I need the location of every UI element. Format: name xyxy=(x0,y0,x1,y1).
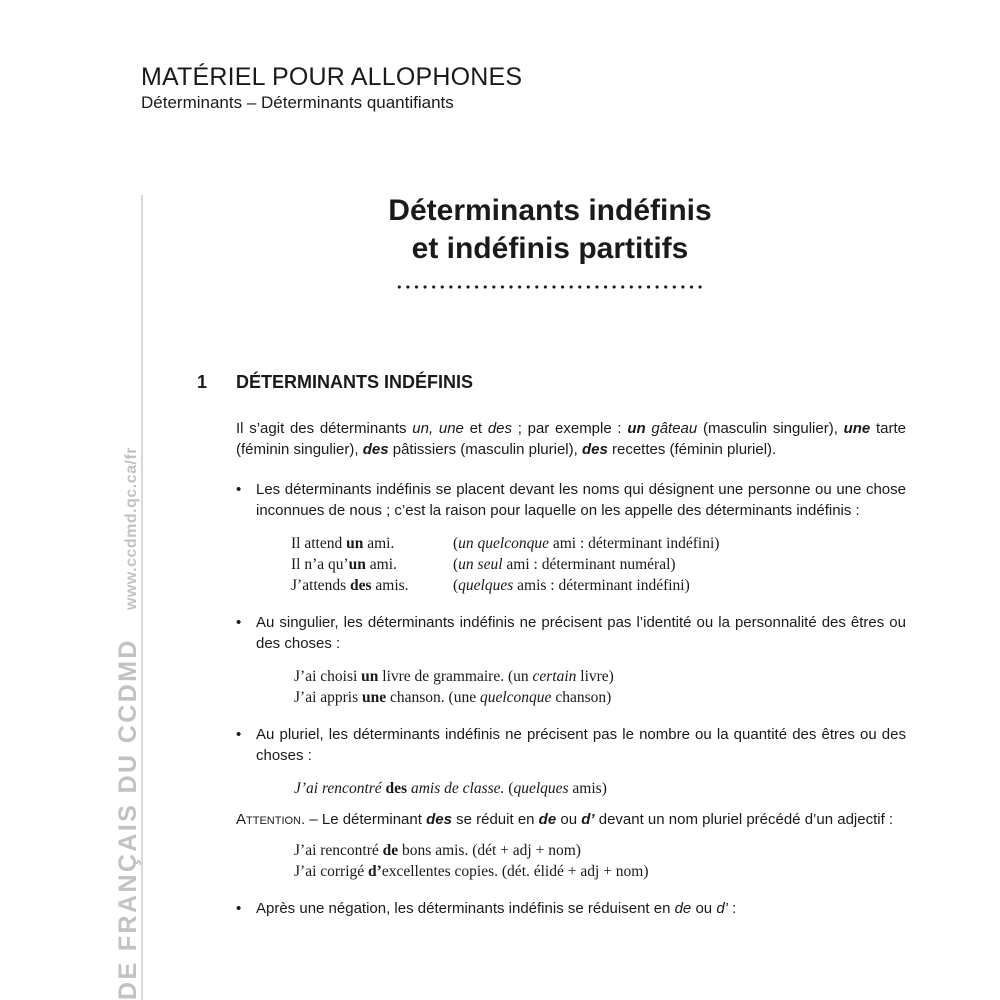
bullet-text: Les déterminants indéfinis se placent devant les noms qui désignent une personne ou une chose inconnues de nous ; c’est la raison pour laquelle on les appelle des déterminants indéfinis : xyxy=(256,481,906,519)
sidebar-url: www.ccdmd.qc.ca/fr xyxy=(123,446,140,611)
bullet-icon: • xyxy=(236,900,242,917)
attention-note: Attention. – Le déterminant des se réduit en de ou d’ devant un nom pluriel précédé d’un adjectif : xyxy=(236,811,894,828)
document-title-line1: Déterminants indéfinis xyxy=(388,194,712,227)
example-line: J’ai rencontré de bons amis. (dét + adj + nom) xyxy=(294,842,581,859)
header-title: MATÉRIEL POUR ALLOPHONES xyxy=(141,63,523,91)
bullet-icon: • xyxy=(236,481,242,498)
section-title: DÉTERMINANTS INDÉFINIS xyxy=(236,372,474,392)
example-block xyxy=(236,778,906,799)
attention-label: Attention. xyxy=(236,811,306,828)
example-line: J’ai corrigé d’excellentes copies. (dét. élidé + adj + nom) xyxy=(294,863,649,880)
section-content xyxy=(236,418,906,919)
document-title-line2: et indéfinis partitifs xyxy=(411,232,689,265)
bullet-item xyxy=(236,724,906,766)
title-dotted-rule xyxy=(395,285,705,289)
bullet-text: Au pluriel, les déterminants indéfinis ne précisent pas le nombre ou la quantité des êtres ou des choses : xyxy=(256,726,906,764)
page-header xyxy=(141,62,522,114)
bullet-text: Au singulier, les déterminants indéfinis ne précisent pas l’identité ou la personnalité des êtres ou des choses : xyxy=(256,614,906,652)
bullet-item: • Après une négation, les déterminants indéfinis se réduisent en de ou d’ : xyxy=(236,900,737,917)
bullet-item xyxy=(236,479,906,521)
example-line: J’ai choisi un livre de grammaire. (un certain livre) xyxy=(294,668,614,685)
intro-paragraph: Il s’agit des déterminants un, une et des ; par exemple : un gâteau (masculin singulier), une tarte (féminin singulier), des pâtissiers (masculin pluriel), des recettes (féminin pluriel). xyxy=(236,420,906,458)
example-row: J’attends des amis. (quelques amis : déterminant indéfini) xyxy=(291,577,690,594)
example-line: J’ai appris une chanson. (une quelconque chanson) xyxy=(294,689,612,706)
document-title xyxy=(300,192,800,268)
example-row: Il n’a qu’un ami. (un seul ami : déterminant numéral) xyxy=(291,556,676,573)
example-block xyxy=(236,666,906,708)
example-block xyxy=(236,840,906,882)
header-subtitle: Déterminants – Déterminants quantifiants xyxy=(141,93,454,112)
bullet-item xyxy=(236,612,906,654)
sidebar-organization: DE FRANÇAIS DU CCDMD xyxy=(114,638,142,1000)
bullet-icon: • xyxy=(236,726,242,743)
section-number: 1 xyxy=(197,372,208,392)
example-line: J’ai rencontré des amis de classe. (quelques amis) xyxy=(294,780,607,797)
example-row: Il attend un ami. (un quelconque ami : déterminant indéfini) xyxy=(291,535,720,552)
example-block xyxy=(236,533,906,596)
sidebar-label xyxy=(113,447,147,1000)
bullet-icon: • xyxy=(236,614,242,631)
